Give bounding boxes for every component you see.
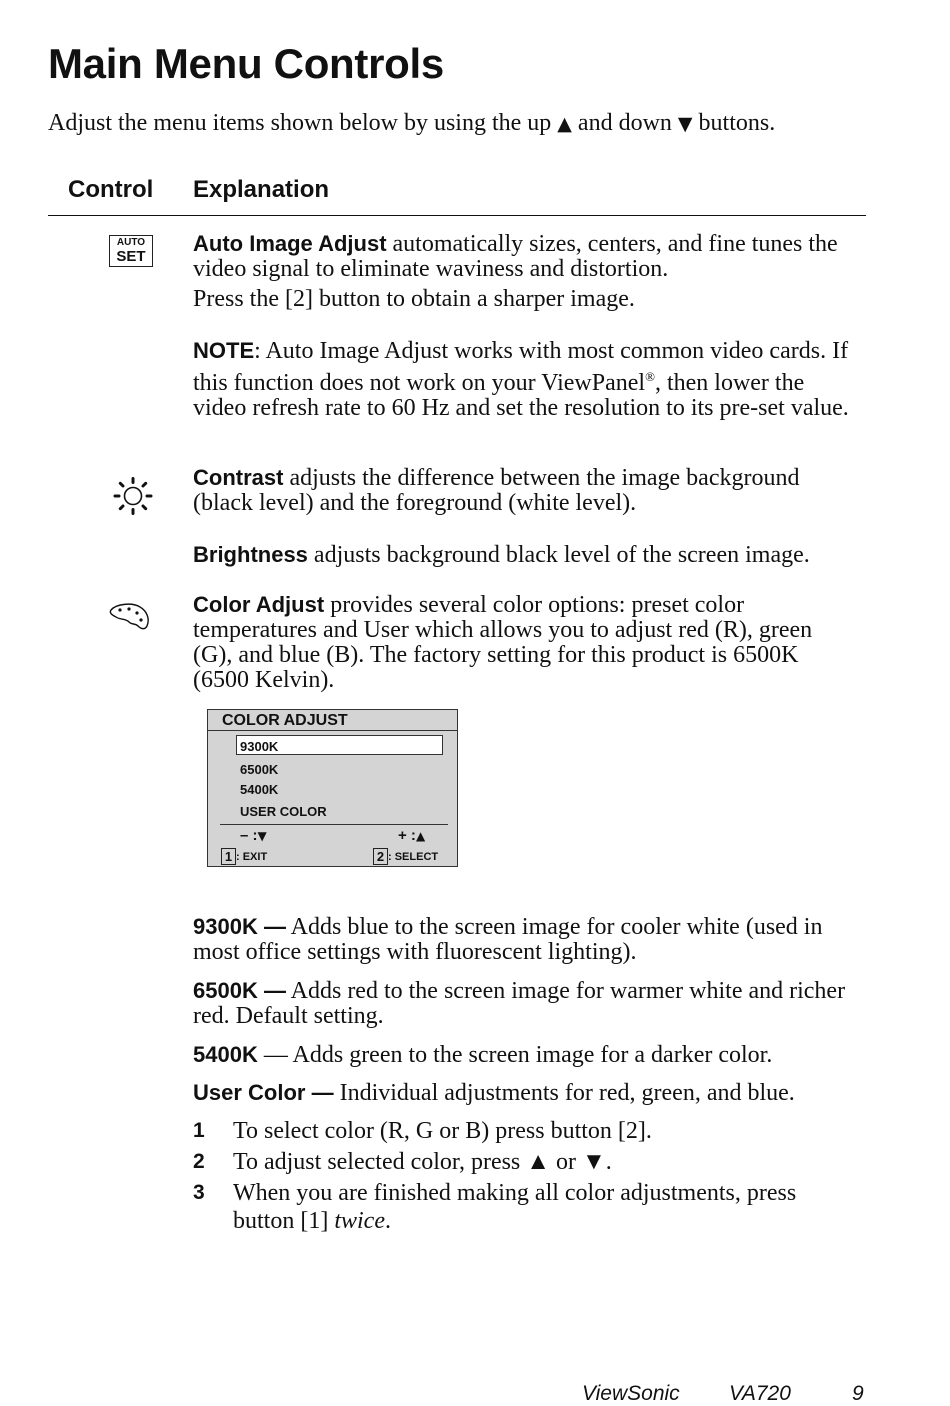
- osd-key-2-icon: 2: [373, 848, 388, 865]
- column-header-explanation: Explanation: [193, 176, 330, 203]
- footer-brand: ViewSonic: [582, 1382, 680, 1405]
- osd-select-control: [373, 847, 438, 865]
- auto-set-icon-bottom: SET: [116, 248, 146, 265]
- preset-user-term: User Color —: [193, 1080, 334, 1105]
- preset-user-color: [193, 1080, 853, 1106]
- auto-set-icon: [109, 235, 153, 267]
- intro-after: buttons.: [698, 110, 776, 136]
- step-number: 2: [193, 1150, 205, 1173]
- preset-5400k-text: — Adds green to the screen image for a darker color.: [263, 1042, 773, 1068]
- osd-down-arrow-icon: ▼: [257, 829, 267, 843]
- preset-6500k-term: 6500K —: [193, 978, 286, 1003]
- color-adjust-text: provides several color options: preset color temperatures and User which allows you to adjust red (R), green (G), and blue (B). The factory setting for this product is 6500K (6500 Kelvin).: [193, 592, 813, 693]
- auto-image-text: automatically sizes, centers, and fine tunes the video signal to eliminate waviness and distortion.: [193, 231, 838, 282]
- brightness-text: adjusts background black level of the screen image.: [313, 542, 810, 568]
- osd-exit-control: [221, 847, 267, 865]
- footer-model: VA720: [729, 1382, 791, 1405]
- note-paragraph: [193, 338, 853, 421]
- step-number: 3: [193, 1181, 205, 1204]
- intro-middle: and down: [577, 110, 672, 136]
- auto-image-press: Press the [2] button to obtain a sharper image.: [193, 286, 635, 312]
- preset-6500k: [193, 978, 853, 1029]
- step-text-main: When you are finished making all color adjustments, press button [1]: [233, 1180, 797, 1234]
- osd-minus-label: – :: [240, 827, 258, 844]
- preset-6500k-text: Adds red to the screen image for warmer white and richer red. Default setting.: [193, 978, 846, 1029]
- preset-9300k-term: 9300K —: [193, 914, 286, 939]
- contrast-term: Contrast: [193, 465, 284, 490]
- color-adjust-osd-menu: [207, 709, 458, 867]
- osd-title: COLOR ADJUST: [208, 710, 457, 731]
- osd-divider: [220, 824, 448, 825]
- contrast-paragraph: [193, 465, 853, 516]
- header-divider: [48, 215, 866, 216]
- intro-text: [48, 110, 775, 137]
- step-number: 1: [193, 1119, 205, 1142]
- color-adjust-paragraph: [193, 592, 853, 693]
- up-arrow-icon: ▲: [557, 113, 572, 135]
- auto-set-icon-top: AUTO: [116, 237, 146, 248]
- preset-9300k-text: Adds blue to the screen image for cooler white (used in most office settings with fluorescent lighting).: [193, 914, 823, 965]
- auto-image-paragraph: [193, 231, 853, 282]
- step-text: [233, 1179, 853, 1235]
- osd-option-5400k: 5400K: [240, 782, 279, 797]
- note-term: NOTE: [193, 338, 255, 363]
- osd-select-label: : SELECT: [388, 851, 439, 863]
- osd-minus-control: [240, 827, 267, 844]
- footer-page-number: 9: [852, 1382, 864, 1405]
- sun-contrast-icon: [112, 477, 154, 515]
- step-text: To select color (R, G or B) press button [2].: [233, 1118, 652, 1144]
- step-text-emphasis: twice: [334, 1208, 385, 1234]
- osd-option-6500k: 6500K: [240, 762, 279, 777]
- preset-9300k: [193, 914, 853, 965]
- osd-option-user-color: USER COLOR: [240, 804, 327, 819]
- intro-before: Adjust the menu items shown below by using the up: [48, 110, 552, 136]
- list-item: [193, 1148, 853, 1178]
- preset-user-text: Individual adjustments for red, green, and blue.: [339, 1080, 795, 1106]
- preset-5400k-term: 5400K: [193, 1042, 258, 1067]
- brightness-paragraph: [193, 542, 853, 568]
- down-arrow-icon: ▼: [677, 113, 693, 135]
- osd-up-arrow-icon: ▲: [415, 829, 426, 843]
- registered-mark: ®: [645, 369, 655, 384]
- step-text-end: .: [384, 1208, 391, 1234]
- osd-plus-control: [398, 827, 425, 844]
- step-text: To adjust selected color, press ▲ or ▼.: [233, 1149, 612, 1175]
- osd-key-1-icon: 1: [221, 848, 236, 865]
- contrast-text: adjusts the difference between the image background (black level) and the foreground (white level).: [193, 465, 800, 516]
- osd-plus-label: + :: [398, 827, 416, 844]
- list-item: [193, 1179, 853, 1239]
- brightness-term: Brightness: [193, 542, 308, 567]
- column-header-control: Control: [68, 176, 154, 203]
- page-title: Main Menu Controls: [48, 40, 444, 87]
- list-item: [193, 1117, 853, 1147]
- color-adjust-icon: [108, 602, 152, 632]
- note-text-after: , then lower the video refresh rate to 60 Hz and set the resolution to its pre-set value.: [193, 370, 849, 421]
- preset-5400k: [193, 1042, 853, 1068]
- osd-option-9300k: 9300K: [240, 739, 279, 754]
- osd-exit-label: : EXIT: [236, 851, 268, 863]
- note-text-before: : Auto Image Adjust works with most common video cards. If this function does not work on your ViewPanel: [193, 338, 849, 396]
- auto-image-term: Auto Image Adjust: [193, 231, 387, 256]
- color-adjust-term: Color Adjust: [193, 592, 325, 617]
